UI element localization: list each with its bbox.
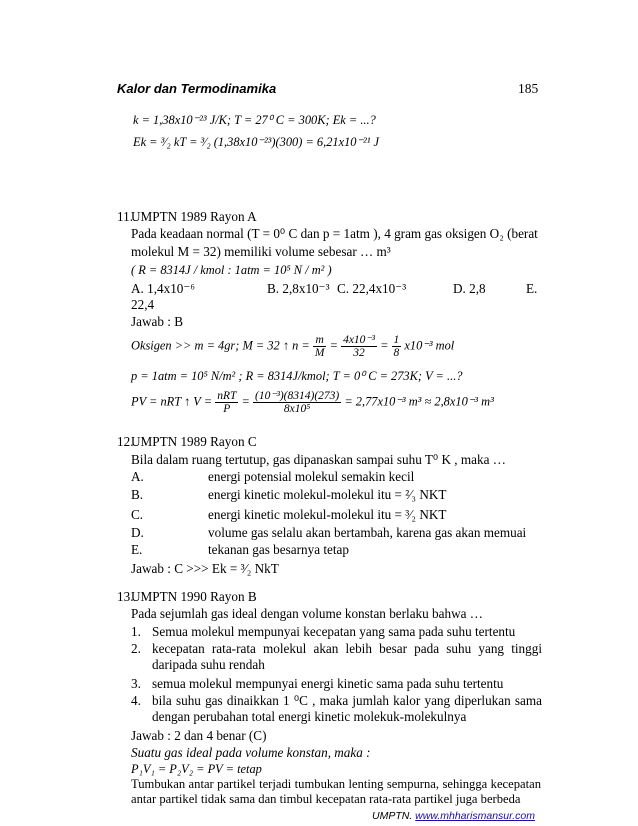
q11-sol1-right: x10⁻³ mol (404, 338, 455, 353)
q13-item-1-text: Semua molekul mempunyai kecepatan yang sama pada suhu tertentu (152, 624, 516, 639)
q12-choice-d-text: volume gas selalu akan bertambah, karena gas akan memuai (208, 525, 527, 540)
q12-choice-a-label: A. (131, 469, 144, 484)
q13-item-2-text: kecepatan rata-rata molekul akan lebih besar pada suhu yang tinggi daripada suhu rendah (152, 641, 542, 672)
intro-equation-2: Ek = ³⁄₂ kT = ³⁄₂ (1,38x10⁻²³)(300) = 6,21x10⁻²¹ J (133, 135, 380, 149)
q11-option-a: A. 1,4x10⁻⁶ (131, 281, 195, 296)
q13-answer: Jawab : 2 dan 4 benar (C) (131, 728, 267, 743)
q12-choice-b-text: energi kinetic molekul-molekul itu = ²⁄₃ NKT (208, 487, 447, 502)
q12-title: UMPTN 1989 Rayon C (131, 434, 257, 449)
q13-note: Suatu gas ideal pada volume konstan, maka : (131, 745, 371, 760)
footer-link[interactable]: www.mhharismansur.com (415, 810, 535, 822)
q13-item-3-number: 3. (131, 676, 141, 691)
q11-sol3-frac2: $\frac{\text{(10⁻³)(8314)(273)}}{\text{8x10⁵}}$ (254, 390, 340, 415)
page-number: 185 (518, 81, 539, 96)
q11-solution-line-2: p = 1atm = 10⁵ N/m² ; R = 8314J/kmol; T = 0⁰ C = 273K; V = ...? (131, 369, 463, 383)
q11-sol3-eq: = (241, 394, 250, 409)
q11-sol3-right: = 2,77x10⁻³ m³ ≈ 2,8x10⁻³ m³ (344, 394, 494, 409)
q11-sol1-frac1: $\frac{m}{M}$ (314, 334, 325, 359)
header-title: Kalor dan Termodinamika (117, 81, 277, 96)
q13-line-1: Pada sejumlah gas ideal dengan volume konstan berlaku bahwa … (131, 606, 483, 621)
q12-choice-a-text: energi potensial molekul semakin kecil (208, 469, 415, 484)
q11-line-3: ( R = 8314J / kmol : 1atm = 10⁵ N / m² ) (131, 263, 332, 277)
intro-equation-1: k = 1,38x10⁻²³ J/K; T = 27⁰ C = 300K; Ek = ...? (133, 113, 376, 127)
q13-item-3-text: semua molekul mempunyai energi kinetic sama pada suhu tertentu (152, 676, 504, 691)
q13-item-1-number: 1. (131, 624, 141, 639)
q11-sol1-left: Oksigen >> m = 4gr; M = 32 ↑ n = (131, 338, 310, 353)
q11-sol1-frac3: $\frac{1}{8}$ (393, 334, 400, 359)
q12-answer: Jawab : C >>> Ek = ³⁄₂ NkT (131, 561, 279, 576)
q13-equation: P₁V₁ = P₂V₂ = PV = tetap (131, 762, 262, 776)
q12-number: 12. (117, 434, 134, 449)
q11-solution-line-3 (131, 390, 494, 415)
q11-line-2: molekul M = 32) memiliki volume sebesar … m³ (131, 244, 391, 259)
q11-sol1-frac2: $\frac{\text{4x10⁻³}}{32}$ (343, 334, 375, 359)
q13-item-4-number: 4. (131, 693, 141, 708)
q11-title: UMPTN 1989 Rayon A (131, 209, 257, 224)
q11-sol1-eq2: = (380, 338, 389, 353)
footer-prefix: UMPTN. (372, 810, 413, 822)
q13-title: UMPTN 1990 Rayon B (131, 589, 257, 604)
q11-sol3-left: PV = nRT ↑ V = (131, 394, 213, 409)
q11-number: 11. (117, 209, 133, 224)
q11-answer: Jawab : B (131, 314, 184, 329)
q13-item-4-text: bila suhu gas dinaikkan 1 ⁰C , maka jumlah kalor yang diperlukan sama dengan perubahan total energi kinetic molekuk-molekulnya (152, 693, 542, 724)
q12-choice-d-label: D. (131, 525, 144, 540)
q11-line-1: Pada keadaan normal (T = 0⁰ C dan p = 1atm ), 4 gram gas oksigen O₂ (berat (131, 226, 538, 241)
q11-option-b: B. 2,8x10⁻³ (267, 281, 330, 296)
q11-option-e: E. (526, 281, 538, 296)
q12-line-1: Bila dalam ruang tertutup, gas dipanaskan sampai suhu T⁰ K , maka … (131, 452, 506, 467)
q11-option-d: D. 2,8 (453, 281, 486, 296)
q12-choice-b-label: B. (131, 487, 144, 502)
q13-paragraph: Tumbukan antar partikel terjadi tumbukan lenting sempurna, sehingga kecepatan antar partikel tidak sama dan timbul kecepatan rata-rata partikel juga berbeda (131, 777, 541, 806)
q13-item-2-number: 2. (131, 641, 141, 656)
q12-choice-c-text: energi kinetic molekul-molekul itu = ³⁄₂ NKT (208, 507, 447, 522)
q13-number: 13. (117, 589, 134, 604)
footer (372, 810, 535, 822)
q11-solution-line-1 (131, 334, 454, 359)
q12-choice-e-label: E. (131, 542, 143, 557)
q12-choice-e-text: tekanan gas besarnya tetap (208, 542, 349, 557)
q12-choice-c-label: C. (131, 507, 144, 522)
q11-option-c: C. 22,4x10⁻³ (337, 281, 407, 296)
q11-option-e-value: 22,4 (131, 297, 155, 312)
q11-sol1-eq: = (329, 338, 338, 353)
q11-sol3-frac1: $\frac{\text{nRT}}{P}$ (217, 390, 237, 415)
